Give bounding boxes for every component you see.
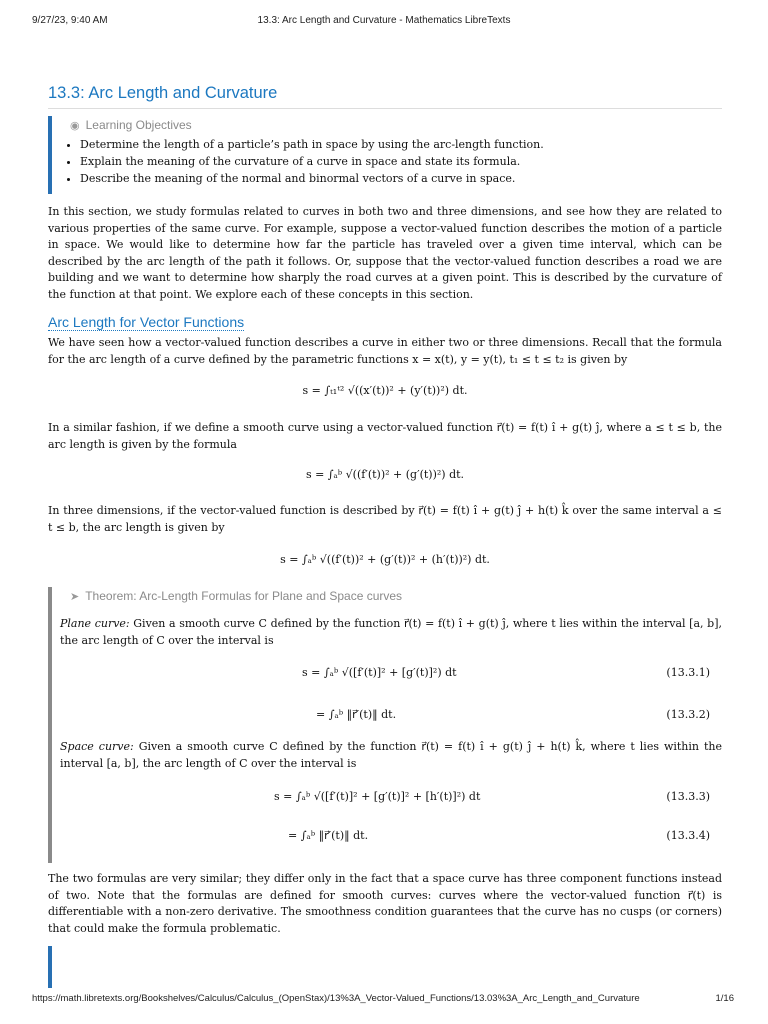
objectives-list xyxy=(52,136,726,187)
pin-icon: ➤ xyxy=(70,591,80,603)
eq-number-13-3-4: (13.3.4) xyxy=(666,829,710,842)
theorem-heading xyxy=(52,587,726,607)
space-curve-label: Space curve: xyxy=(60,740,134,753)
theorem-eq-4: = ∫ₐᵇ ‖r⃗′(t)‖ dt. xyxy=(288,829,369,842)
eq-number-13-3-3: (13.3.3) xyxy=(666,790,710,803)
eq-number-13-3-1: (13.3.1) xyxy=(666,666,710,679)
section-heading-link[interactable]: Arc Length for Vector Functions xyxy=(48,314,245,330)
theorem-eq-1: s = ∫ₐᵇ √([f′(t)]² + [g′(t)]²) dt xyxy=(302,666,457,679)
theorem-plane-text xyxy=(60,616,722,649)
theorem-eq-2: = ∫ₐᵇ ‖r⃗′(t)‖ dt. xyxy=(316,708,397,721)
section-paragraph-2: In a similar fashion, if we define a smooth curve using a vector-valued function r⃗(t) = f(t) î + g(t) ĵ, where a ≤ t ≤ b, the arc length is given by the formula xyxy=(48,421,722,451)
section-heading[interactable] xyxy=(48,314,244,330)
theorem-title: Theorem: Arc-Length Formulas for Plane and Space curves xyxy=(85,589,403,603)
list-item: • Explain the meaning of the curvature of a curve in space and state its formula. xyxy=(80,153,726,170)
learning-objectives-box xyxy=(48,116,726,194)
print-doc-title: 13.3: Arc Length and Curvature - Mathematics LibreTexts xyxy=(257,15,511,26)
print-header xyxy=(0,15,768,33)
equation-1: s = ∫ₜ₁ᵗ² √((x′(t))² + (y′(t))²) dt. xyxy=(302,384,468,397)
space-curve-body: Given a smooth curve C defined by the function r⃗(t) = f(t) î + g(t) ĵ + h(t) k̂, where t lies within the interval [a, b], the arc length of C over the interval is xyxy=(60,740,722,770)
theorem-eq-3: s = ∫ₐᵇ √([f′(t)]² + [g′(t)]² + [h′(t)]²) dt xyxy=(274,790,481,803)
plane-curve-label: Plane curve: xyxy=(60,617,130,630)
print-url[interactable]: https://math.libretexts.org/Bookshelves/Calculus/Calculus_(OpenStax)/13%3A_Vector-Valued_Functions/13.03%3A_Arc_Length_and_Curvature xyxy=(32,993,640,1004)
list-item: • Describe the meaning of the normal and binormal vectors of a curve in space. xyxy=(80,170,726,187)
theorem-space-text xyxy=(60,739,722,772)
eq-number-13-3-2: (13.3.2) xyxy=(666,708,710,721)
section-paragraph-1: We have seen how a vector-valued function describes a curve in either two or three dimensions. Recall that the formula for the arc length of a curve defined by the parametric functions x = x(t), y = y(t), t₁ ≤ t ≤ t₂ is given by xyxy=(48,336,722,366)
print-page-number: 1/16 xyxy=(715,993,734,1004)
print-footer xyxy=(0,993,768,1009)
learning-objectives-title: Learning Objectives xyxy=(85,118,192,132)
plane-curve-body: Given a smooth curve C defined by the function r⃗(t) = f(t) î + g(t) ĵ, where t lies within the interval [a, b], the arc length of C over the interval is xyxy=(60,617,722,647)
print-datetime: 9/27/23, 9:40 AM xyxy=(32,15,108,26)
brain-icon: ◉ xyxy=(70,120,80,132)
next-box-border xyxy=(48,946,52,988)
intro-paragraph: In this section, we study formulas related to curves in both two and three dimensions, and see how they are related to various properties of the same curve. For example, suppose a vector-valued function describes the motion of a particle in space. We would like to determine how far the particle has traveled over a given time interval, which can be described by the arc length of the path it follows. Or, suppose that the vector-valued function describes a road we are building and we want to determine how sharply the road curves at a given point. This is described by the curvature of the function at that point. We explore each of these concepts in this section. xyxy=(48,205,722,301)
page-title: 13.3: Arc Length and Curvature xyxy=(48,84,722,109)
closing-paragraph: The two formulas are very similar; they differ only in the fact that a space curve has three component functions instead of two. Note that the formulas are defined for smooth curves: curves where the vector-valued function r⃗(t) is differentiable with a non-zero derivative. The smoothness condition guarantees that the curve has no cusps (or corners) that could make the formula problematic. xyxy=(48,872,722,935)
section-paragraph-3: In three dimensions, if the vector-valued function is described by r⃗(t) = f(t) î + g(t) ĵ + h(t) k̂ over the same interval a ≤ t ≤ b, the arc length is given by xyxy=(48,504,722,534)
equation-3: s = ∫ₐᵇ √((f′(t))² + (g′(t))² + (h′(t))²) dt. xyxy=(280,553,490,566)
learning-objectives-heading xyxy=(52,116,726,136)
equation-2: s = ∫ₐᵇ √((f′(t))² + (g′(t))²) dt. xyxy=(305,468,465,481)
list-item: • Determine the length of a particle’s path in space by using the arc-length function. xyxy=(80,136,726,153)
